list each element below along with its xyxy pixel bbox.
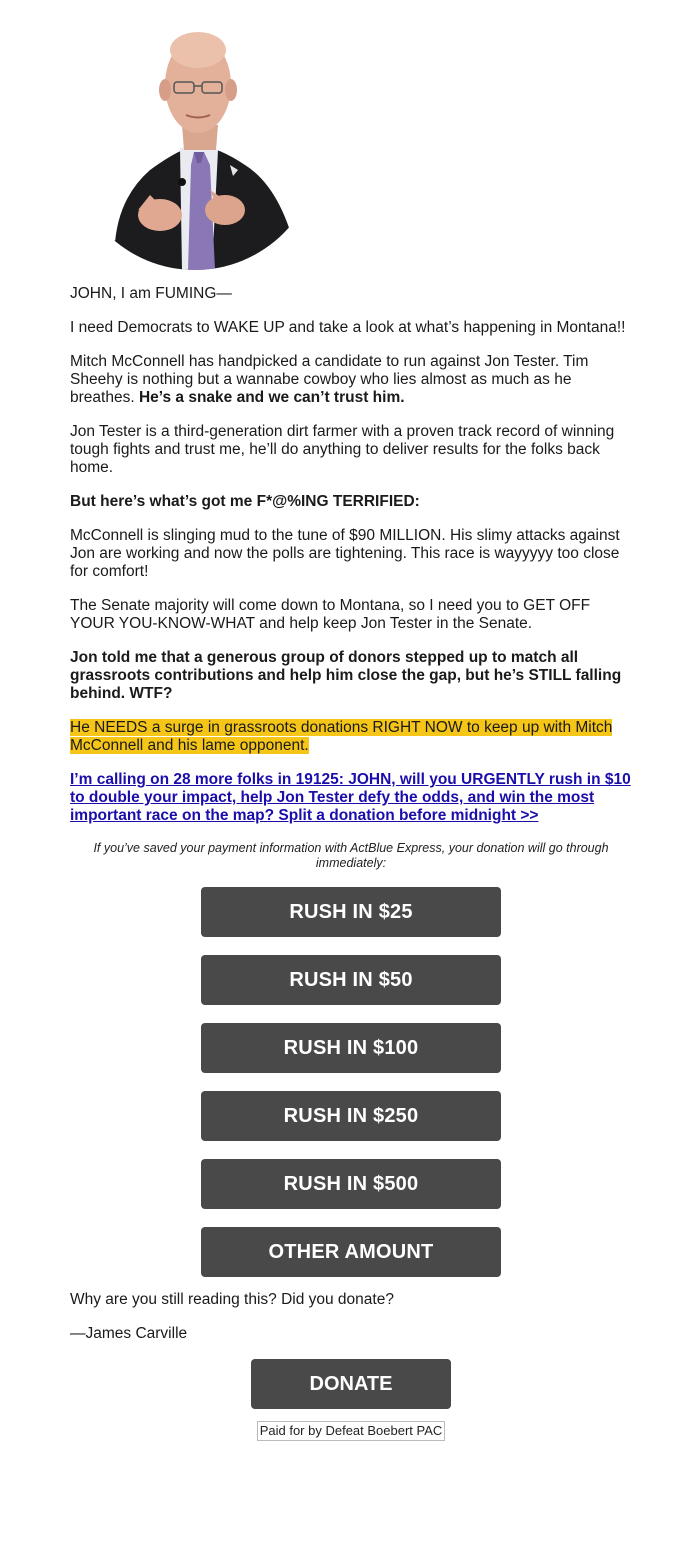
signature: —James Carville xyxy=(70,1325,188,1342)
paid-for-disclaimer: Paid for by Defeat Boebert PAC xyxy=(257,1421,446,1441)
other-amount-button[interactable]: OTHER AMOUNT xyxy=(201,1227,501,1277)
rush-in-250-button[interactable]: RUSH IN $250 xyxy=(201,1091,501,1141)
rush-in-25-button[interactable]: RUSH IN $25 xyxy=(201,887,501,937)
sender-portrait-photo xyxy=(70,20,320,270)
paragraph-donor-match: Jon told me that a generous group of donors stepped up to match all grassroots contributions and help him close the gap, but he’s STILL falling behind. WTF? xyxy=(70,649,622,702)
paragraph-wake-up: I need Democrats to WAKE UP and take a look at what’s happening in Montana!! xyxy=(70,319,626,336)
disclaimer-wrapper xyxy=(70,1421,632,1441)
actblue-express-note: If you’ve saved your payment information with ActBlue Express, your donation will go through immediately: xyxy=(93,841,609,870)
paragraph-bold-text: He’s a snake and we can’t trust him. xyxy=(138,389,405,406)
closing-question: Why are you still reading this? Did you donate? xyxy=(70,1291,394,1308)
rush-in-100-button[interactable]: RUSH IN $100 xyxy=(201,1023,501,1073)
paragraph-surge xyxy=(70,719,632,755)
highlighted-text: He NEEDS a surge in grassroots donations RIGHT NOW to keep up with Mitch McConnell and his lame opponent. xyxy=(70,719,613,754)
greeting: JOHN, I am FUMING— xyxy=(70,285,232,302)
paragraph-mcconnell-candidate xyxy=(70,353,632,407)
rush-in-500-button[interactable]: RUSH IN $500 xyxy=(201,1159,501,1209)
paragraph-terrified: But here’s what’s got me F*@%ING TERRIFIED: xyxy=(70,493,420,510)
donate-cta-link[interactable]: I’m calling on 28 more folks in 19125: JOHN, will you URGENTLY rush in $10 to double your impact, help Jon Tester defy the odds, and win the most important race on the map? Split a donation before midnight >> xyxy=(70,771,631,824)
paragraph-text: Mitch McConnell has handpicked a candidate to run against Jon Tester. Tim Sheehy is nothing but a wannabe cowboy who lies almost as much as he breathes. xyxy=(70,353,589,406)
closing-section xyxy=(70,1291,632,1343)
paragraph-90-million: McConnell is slinging mud to the tune of $90 MILLION. His slimy attacks against Jon are working and now the polls are tightening. This race is wayyyyy too close for comfort! xyxy=(70,527,620,580)
paragraph-senate-majority: The Senate majority will come down to Montana, so I need you to GET OFF YOUR YOU-KNOW-WHAT and help keep Jon Tester in the Senate. xyxy=(70,597,591,632)
donate-button-wrapper xyxy=(70,1359,632,1409)
donate-button[interactable]: DONATE xyxy=(251,1359,451,1409)
cta-paragraph xyxy=(70,771,632,825)
message-content xyxy=(70,285,632,1441)
donation-amount-buttons xyxy=(70,887,632,1295)
rush-in-50-button[interactable]: RUSH IN $50 xyxy=(201,955,501,1005)
paragraph-tester-bio: Jon Tester is a third-generation dirt farmer with a proven track record of winning tough fights and trust me, he’ll do anything to deliver results for the folks back home. xyxy=(70,423,615,476)
